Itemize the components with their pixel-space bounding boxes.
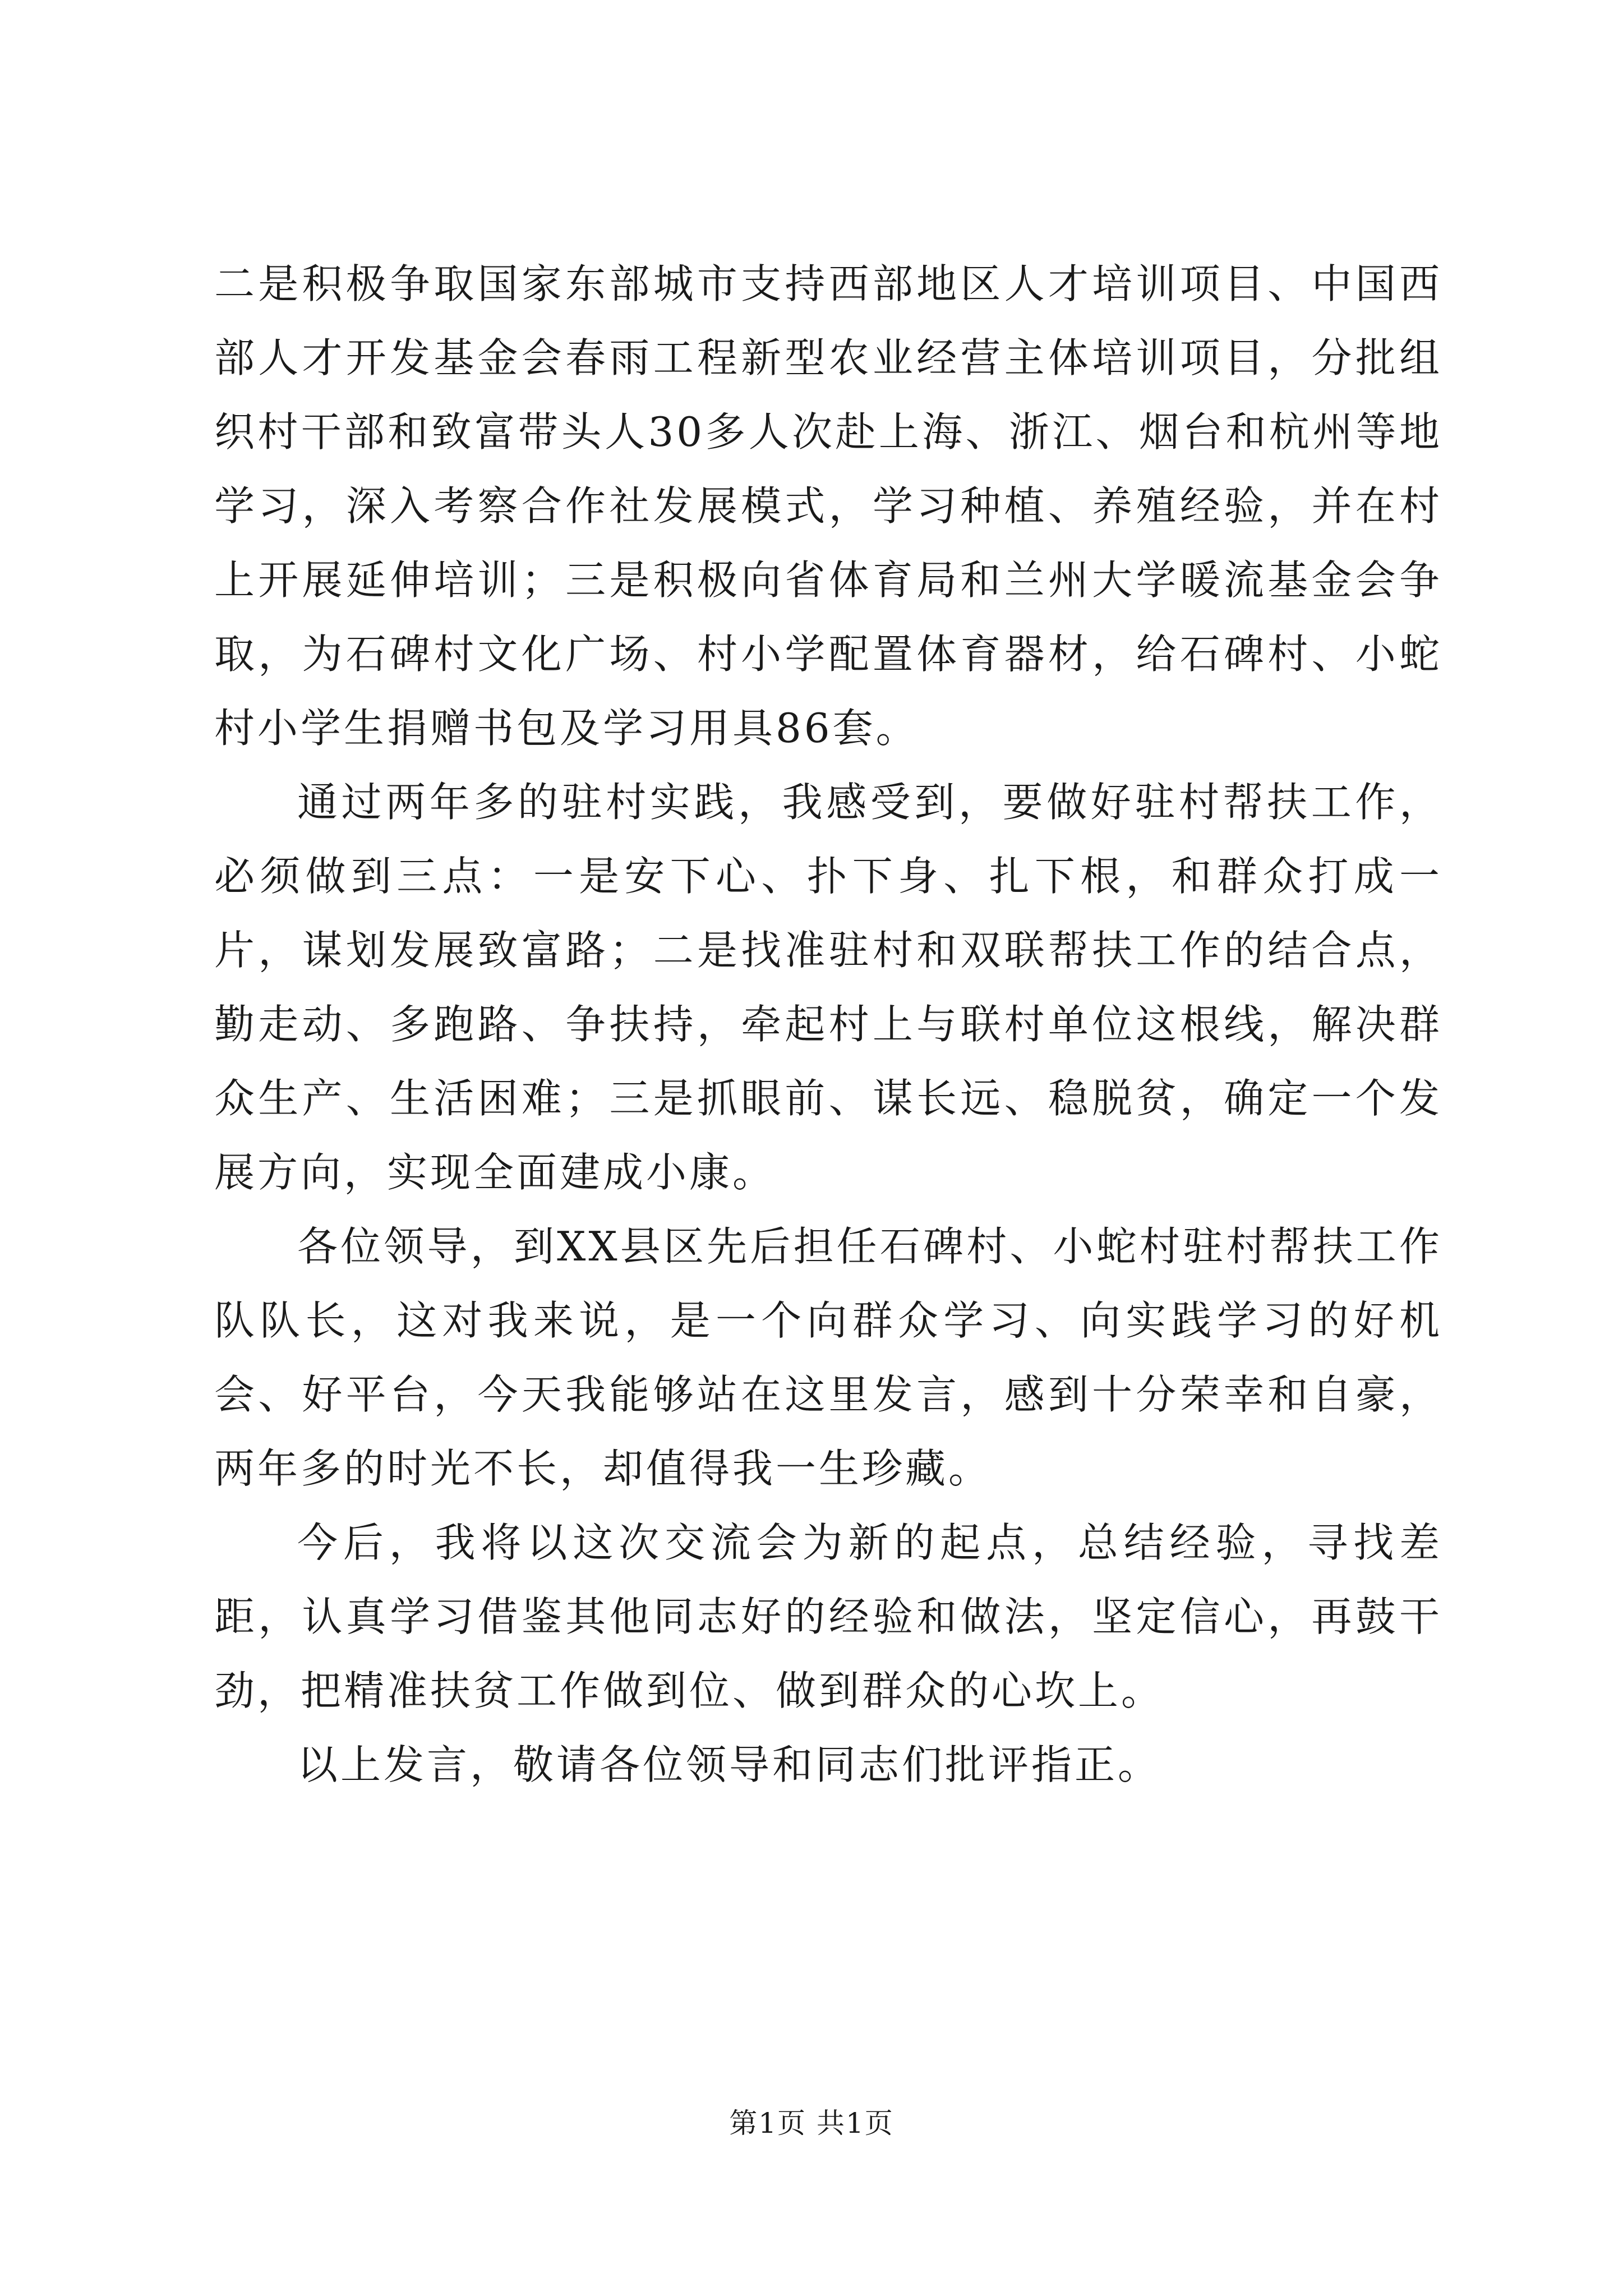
paragraph-future: 今后，我将以这次交流会为新的起点，总结经验，寻找差距，认真学习借鉴其他同志好的经验和做法，坚定信心，再鼓干劲，把精准扶贫工作做到位、做到群众的心坎上。 bbox=[214, 1519, 1442, 1714]
paragraph-reflection: 各位领导，到XX县区先后担任石碑村、小蛇村驻村帮扶工作队队长，这对我来说，是一个向群众学习、向实践学习的好机会、好平台，今天我能够站在这里发言，感到十分荣幸和自豪，两年多的时光不长，却值得我一生珍藏。 bbox=[214, 1223, 1442, 1492]
document-body bbox=[214, 247, 1442, 1802]
paragraph-continuation: 二是积极争取国家东部城市支持西部地区人才培训项目、中国西部人才开发基金会春雨工程新型农业经营主体培训项目，分批组织村干部和致富带头人30多人次赴上海、浙江、烟台和杭州等地学习，深入考察合作社发展模式，学习种植、养殖经验，并在村上开展延伸培训；三是积极向省体育局和兰州大学暖流基金会争取，为石碑村文化广场、村小学配置体育器材，给石碑村、小蛇村小学生捐赠书包及学习用具86套。 bbox=[214, 260, 1442, 752]
page-footer: 第1页 共1页 bbox=[729, 2107, 894, 2139]
paragraph-experience: 通过两年多的驻村实践，我感受到，要做好驻村帮扶工作，必须做到三点：一是安下心、扑下身、扎下根，和群众打成一片，谋划发展致富路；二是找准驻村和双联帮扶工作的结合点，勤走动、多跑路、争扶持，牵起村上与联村单位这根线，解决群众生产、生活困难；三是抓眼前、谋长远、稳脱贫，确定一个发展方向，实现全面建成小康。 bbox=[214, 779, 1442, 1196]
paragraph-closing: 以上发言，敬请各位领导和同志们批评指正。 bbox=[297, 1741, 1161, 1788]
